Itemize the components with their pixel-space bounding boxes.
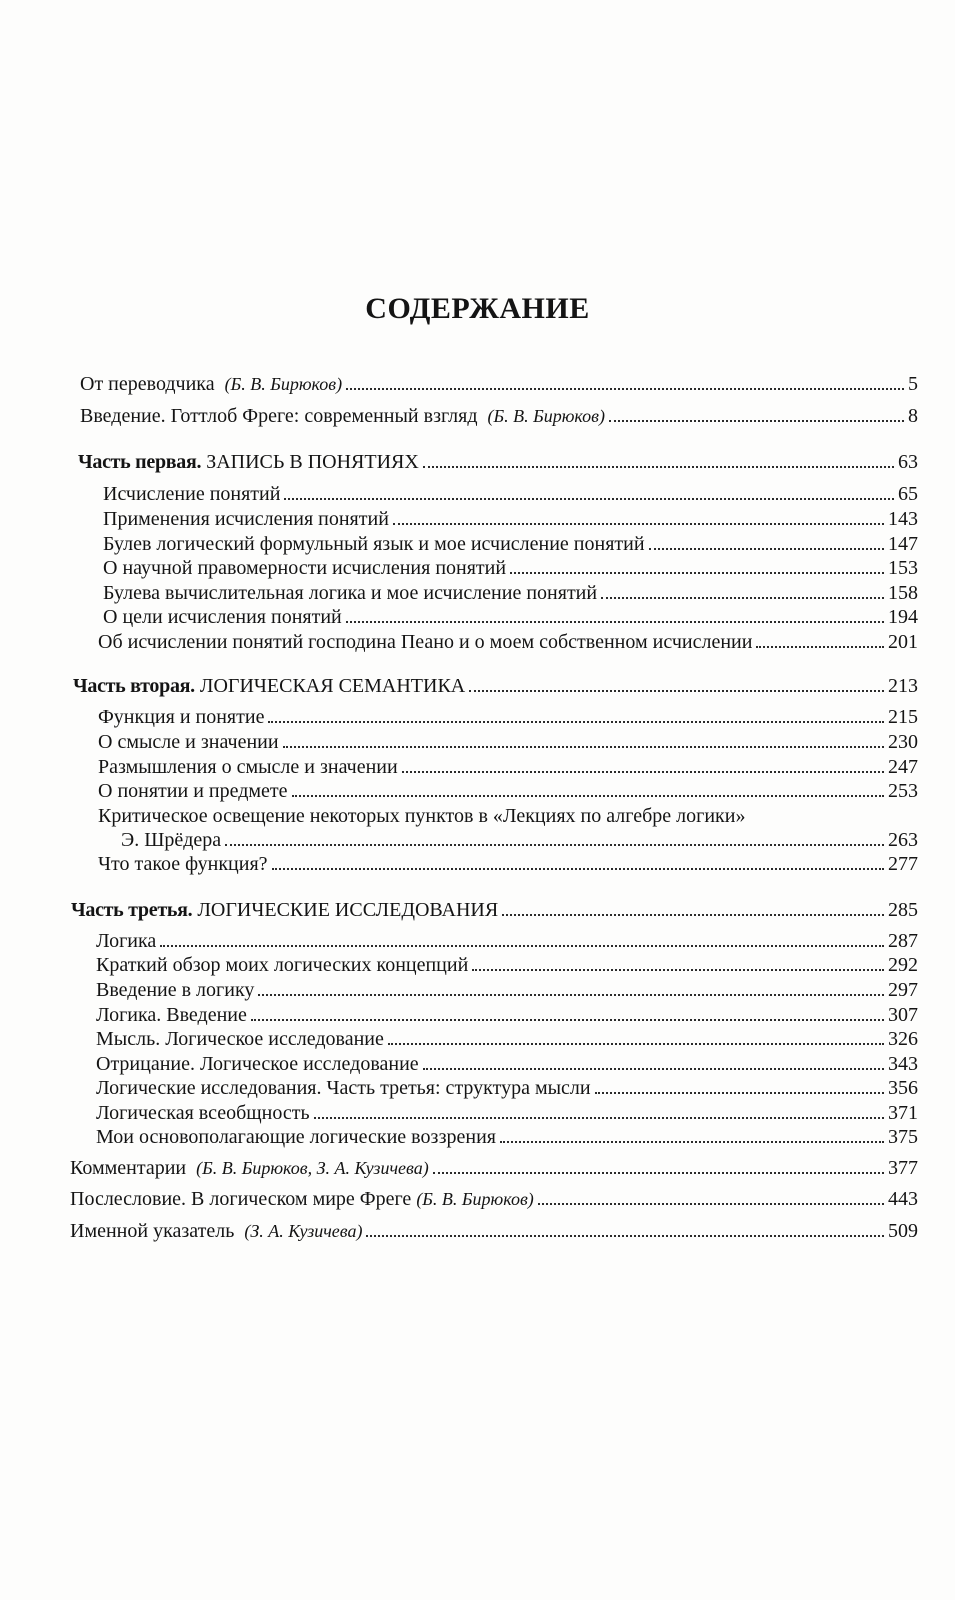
entry-title: Функция и понятие bbox=[98, 706, 265, 728]
dot-leader bbox=[366, 1235, 884, 1237]
entry-title: От переводчика bbox=[80, 373, 215, 395]
dot-leader bbox=[292, 795, 884, 797]
dot-leader bbox=[595, 1092, 884, 1094]
entry-title: Именной указатель bbox=[70, 1220, 235, 1242]
page-number: 307 bbox=[888, 1004, 918, 1026]
part-title: ЛОГИЧЕСКИЕ ИССЛЕДОВАНИЯ bbox=[197, 899, 499, 921]
toc-entry-commentary[interactable] bbox=[70, 1156, 918, 1180]
dot-leader bbox=[510, 572, 884, 574]
entry-author: (З. А. Кузичева) bbox=[244, 1221, 363, 1241]
page-number: 356 bbox=[888, 1077, 918, 1099]
dot-leader bbox=[601, 597, 884, 599]
dot-leader bbox=[502, 914, 884, 916]
entry-title: Булев логический формульный язык и мое исчисление понятий bbox=[103, 533, 645, 555]
toc-entry[interactable] bbox=[98, 852, 918, 876]
toc-entry[interactable] bbox=[96, 978, 918, 1002]
entry-title: Краткий обзор моих логических концепций bbox=[96, 954, 469, 976]
page-number: 297 bbox=[888, 979, 918, 1001]
page-number: 247 bbox=[888, 756, 918, 778]
entry-title: Логическая всеобщность bbox=[96, 1102, 310, 1124]
part-title: ЗАПИСЬ В ПОНЯТИЯХ bbox=[206, 451, 419, 473]
entry-author: (Б. В. Бирюков, З. А. Кузичева) bbox=[196, 1158, 429, 1178]
part-label: Часть третья. bbox=[71, 899, 193, 921]
dot-leader bbox=[649, 548, 884, 550]
toc-entry[interactable] bbox=[103, 605, 918, 629]
page-number: 194 bbox=[888, 606, 918, 628]
toc-entry-schroeder[interactable] bbox=[121, 828, 918, 852]
toc-part-one[interactable] bbox=[78, 450, 918, 474]
part-label: Часть вторая. bbox=[73, 675, 195, 697]
page-title: СОДЕРЖАНИЕ bbox=[365, 292, 590, 325]
entry-title: Послесловие. В логическом мире Фреге bbox=[70, 1188, 412, 1210]
entry-title: О понятии и предмете bbox=[98, 780, 288, 802]
dot-leader bbox=[346, 388, 904, 390]
dot-leader bbox=[283, 746, 884, 748]
entry-title: Комментарии bbox=[70, 1157, 187, 1179]
toc-entry[interactable] bbox=[96, 953, 918, 977]
entry-author: (Б. В. Бирюков) bbox=[416, 1189, 534, 1209]
dot-leader bbox=[284, 498, 894, 500]
page-number: 375 bbox=[888, 1126, 918, 1148]
entry-title: Мысль. Логическое исследование bbox=[96, 1028, 384, 1050]
toc-entry[interactable] bbox=[103, 507, 918, 531]
toc-entry[interactable] bbox=[96, 1125, 918, 1149]
toc-entry-translator[interactable] bbox=[80, 372, 918, 396]
page-number: 8 bbox=[908, 405, 918, 427]
entry-title: Что такое функция? bbox=[98, 853, 268, 875]
toc-part-two[interactable] bbox=[73, 674, 918, 698]
page-number: 158 bbox=[888, 582, 918, 604]
page-number: 5 bbox=[908, 373, 918, 395]
dot-leader bbox=[402, 771, 884, 773]
page-number: 377 bbox=[888, 1157, 918, 1179]
entry-title: Об исчислении понятий господина Пеано и о моем собственном исчислении bbox=[98, 631, 753, 653]
dot-leader bbox=[346, 621, 884, 623]
page-number: 230 bbox=[888, 731, 918, 753]
toc-entry[interactable] bbox=[98, 730, 918, 754]
toc-entry[interactable] bbox=[98, 779, 918, 803]
dot-leader bbox=[423, 466, 894, 468]
entry-title: Логические исследования. Часть третья: структура мысли bbox=[96, 1077, 591, 1099]
toc-entry[interactable] bbox=[96, 1027, 918, 1051]
dot-leader bbox=[538, 1203, 884, 1205]
entry-title: Применения исчисления понятий bbox=[103, 508, 389, 530]
dot-leader bbox=[756, 646, 884, 648]
dot-leader bbox=[423, 1068, 884, 1070]
toc-entry[interactable] bbox=[96, 1003, 918, 1027]
entry-author: (Б. В. Бирюков) bbox=[224, 374, 343, 394]
dot-leader bbox=[272, 868, 884, 870]
page-number: 509 bbox=[888, 1220, 918, 1242]
dot-leader bbox=[258, 994, 884, 996]
toc-entry-name-index[interactable] bbox=[70, 1219, 918, 1243]
dot-leader bbox=[314, 1117, 884, 1119]
page-number: 215 bbox=[888, 706, 918, 728]
toc-part-three[interactable] bbox=[71, 898, 918, 922]
dot-leader bbox=[500, 1141, 884, 1143]
entry-title: Исчисление понятий bbox=[103, 483, 281, 505]
part-title: ЛОГИЧЕСКАЯ СЕМАНТИКА bbox=[199, 675, 466, 697]
page-number: 263 bbox=[888, 829, 918, 851]
page-number: 201 bbox=[888, 631, 918, 653]
page-number: 253 bbox=[888, 780, 918, 802]
toc-entry[interactable] bbox=[98, 705, 918, 729]
page-number: 287 bbox=[888, 930, 918, 952]
entry-title: Размышления о смысле и значении bbox=[98, 756, 398, 778]
toc-entry[interactable] bbox=[103, 532, 918, 556]
page-number: 277 bbox=[888, 853, 918, 875]
toc-entry[interactable] bbox=[96, 929, 918, 953]
page-number: 65 bbox=[898, 483, 918, 505]
entry-title: Логика. Введение bbox=[96, 1004, 247, 1026]
page-number: 63 bbox=[898, 451, 918, 473]
page-number: 343 bbox=[888, 1053, 918, 1075]
dot-leader bbox=[268, 721, 884, 723]
toc-entry[interactable] bbox=[103, 482, 918, 506]
page-number: 326 bbox=[888, 1028, 918, 1050]
entry-title: О смысле и значении bbox=[98, 731, 279, 753]
toc-entry-introduction[interactable] bbox=[80, 404, 918, 428]
toc-entry[interactable] bbox=[96, 1101, 918, 1125]
dot-leader bbox=[160, 945, 884, 947]
page-number: 292 bbox=[888, 954, 918, 976]
dot-leader bbox=[609, 420, 904, 422]
toc-entry-afterword[interactable] bbox=[70, 1187, 918, 1211]
page-number: 371 bbox=[888, 1102, 918, 1124]
entry-title: Логика bbox=[96, 930, 157, 952]
entry-title: Мои основополагающие логические воззрения bbox=[96, 1126, 496, 1148]
dot-leader bbox=[225, 844, 884, 846]
entry-title: Отрицание. Логическое исследование bbox=[96, 1053, 419, 1075]
page-number: 213 bbox=[888, 675, 918, 697]
dot-leader bbox=[388, 1043, 884, 1045]
page-number: 143 bbox=[888, 508, 918, 530]
toc-entry[interactable] bbox=[103, 581, 918, 605]
entry-title: О цели исчисления понятий bbox=[103, 606, 342, 628]
toc-entry-schroeder-line1[interactable]: Критическое освещение некоторых пунктов в «Лекциях по алгебре логики» bbox=[98, 805, 746, 827]
entry-title: Введение в логику bbox=[96, 979, 255, 1001]
dot-leader bbox=[472, 969, 884, 971]
page-number: 153 bbox=[888, 557, 918, 579]
entry-title: Введение. Готтлоб Фреге: современный взгляд bbox=[80, 405, 478, 427]
dot-leader bbox=[251, 1019, 884, 1021]
toc-entry[interactable] bbox=[103, 556, 918, 580]
toc-entry[interactable] bbox=[98, 630, 918, 654]
dot-leader bbox=[393, 523, 884, 525]
page-number: 147 bbox=[888, 533, 918, 555]
toc-entry[interactable] bbox=[98, 755, 918, 779]
dot-leader bbox=[433, 1172, 884, 1174]
toc-entry[interactable] bbox=[96, 1076, 918, 1100]
entry-title: О научной правомерности исчисления понятий bbox=[103, 557, 507, 579]
entry-title: Э. Шрёдера bbox=[121, 829, 222, 851]
dot-leader bbox=[469, 690, 884, 692]
entry-author: (Б. В. Бирюков) bbox=[487, 406, 605, 426]
page-number: 443 bbox=[888, 1188, 918, 1210]
entry-title: Булева вычислительная логика и мое исчисление понятий bbox=[103, 582, 598, 604]
toc-entry[interactable] bbox=[96, 1052, 918, 1076]
page-number: 285 bbox=[888, 899, 918, 921]
part-label: Часть первая. bbox=[78, 451, 202, 473]
